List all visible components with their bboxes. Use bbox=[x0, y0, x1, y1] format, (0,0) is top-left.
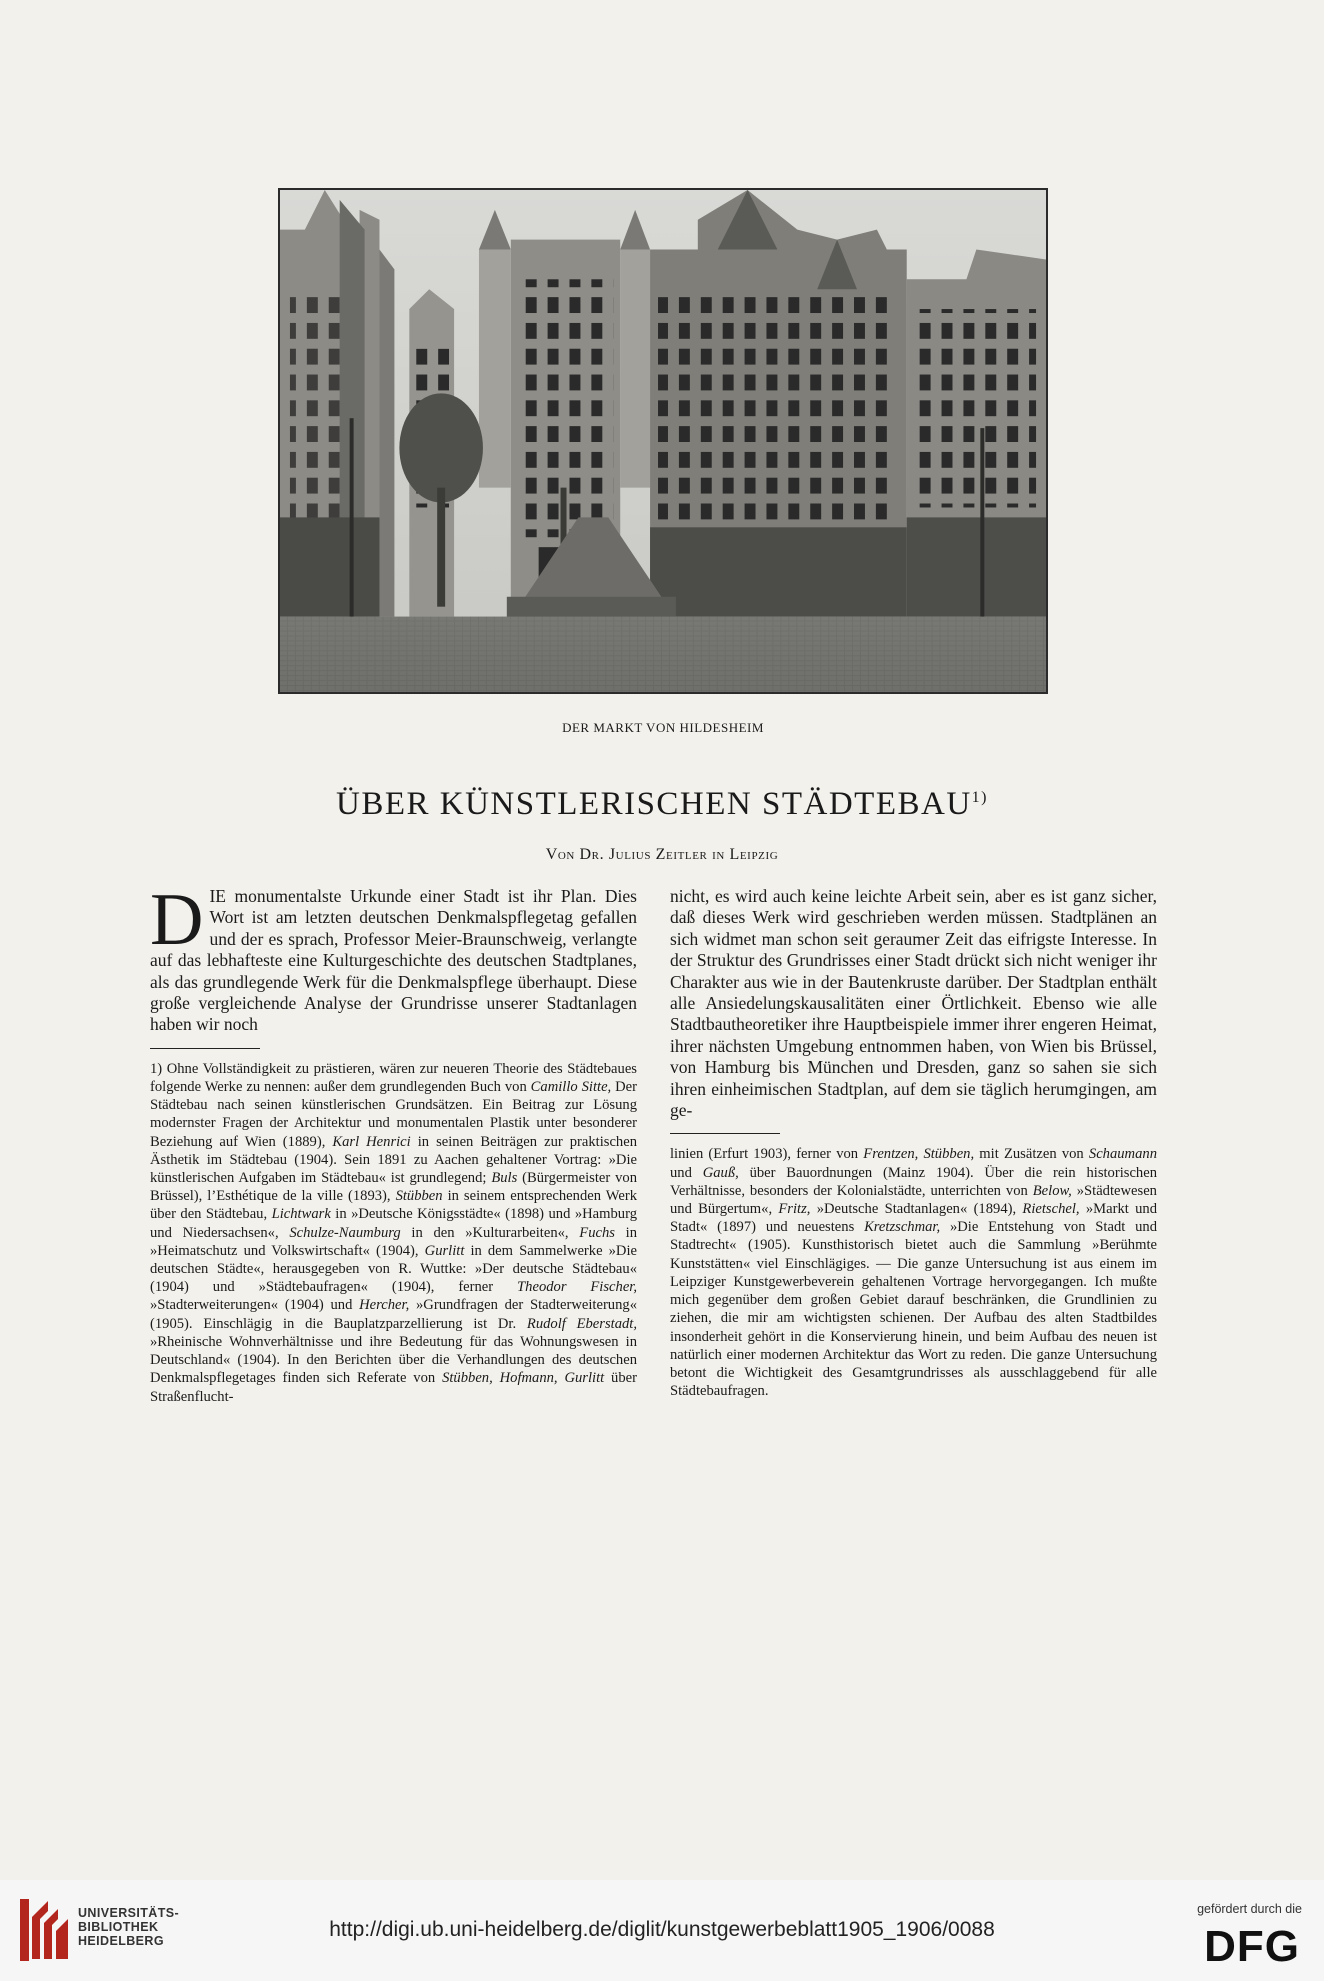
footnote-author-name: Schaumann bbox=[1088, 1146, 1157, 1163]
footnote-text: »Deutsche Stadtanlagen« (1894), bbox=[810, 1201, 1023, 1218]
footnote-text: über Straßenflucht- bbox=[150, 1370, 637, 1405]
footnote-text: in »Heimatschutz und Volkswirtschaft« (1904), bbox=[150, 1224, 638, 1259]
footnote-text: 1) Ohne Vollständigkeit zu prästieren, wären zur neueren Theorie des Städtebaues folgende Werke zu nennen: außer dem grundlegenden Buch von bbox=[150, 1060, 637, 1096]
footnote-rule bbox=[670, 1133, 780, 1134]
footnote-text: »Markt und Stadt« (1897) und neuestens bbox=[670, 1201, 1157, 1236]
footnote-author-name: Gurlitt bbox=[424, 1242, 465, 1259]
footnote-text: in dem Sammelwerke »Die deutschen Städte«, herausgegeben von R. Wuttke: »Der deutsche Städtebau« (1904) und »Städtebaufragen« (1904), ferner bbox=[150, 1242, 638, 1296]
footnote-author-name: Fritz, bbox=[778, 1201, 811, 1218]
footnote-author-name: Rietschel, bbox=[1022, 1201, 1080, 1218]
footnote-author-name: Kretzschmar, bbox=[864, 1219, 941, 1236]
title-text: ÜBER KÜNSTLERISCHEN STÄDTEBAU bbox=[335, 786, 972, 822]
funding-label: gefördert durch die bbox=[1197, 1902, 1302, 1916]
footnote-author-name: Stübben, Hofmann, Gurlitt bbox=[442, 1370, 605, 1387]
footnote-author-name: Fuchs bbox=[579, 1224, 615, 1241]
library-name bbox=[78, 1906, 179, 1948]
library-line-3: HEIDELBERG bbox=[78, 1934, 164, 1948]
footnote-author-name: Theodor Fischer, bbox=[517, 1279, 638, 1296]
hildesheim-market-image bbox=[280, 190, 1046, 692]
footnote-text: »Rheinische Wohnverhältnisse und ihre Bedeutung für das Wohnungswesen in Deutschland« (1904). In den Berichten über die Verhandlungen des deutschen Denkmalspflegetages finden sich Referate von bbox=[150, 1333, 637, 1387]
footnote-text: in seinen Beiträgen zur praktischen Ästhetik im Städtebau (1904). Sein 1891 zu Aachen gehaltener Vortrag: »Die künstlerischen Aufgaben im Städtebau« ist grundlegend; bbox=[150, 1133, 637, 1187]
footnote-right bbox=[670, 1145, 1157, 1400]
footnote-author-name: Schulze-Naumburg bbox=[289, 1224, 401, 1241]
right-column bbox=[670, 886, 1157, 1400]
footnote-rule bbox=[150, 1048, 260, 1049]
footnote-text: in »Deutsche Königsstädte« (1898) und »Hamburg und Niedersachsen«, bbox=[150, 1206, 637, 1241]
footnote-text: in seinem entsprechenden Werk über den Städtebau, bbox=[150, 1188, 637, 1223]
footnote-author-name: Stübben bbox=[395, 1188, 443, 1205]
drop-cap: D bbox=[150, 879, 204, 961]
left-column bbox=[150, 879, 638, 1406]
footnote-text: (Bürgermeister von Brüssel), l’Esthétique de la ville (1893), bbox=[150, 1170, 637, 1205]
body-paragraph-left bbox=[150, 879, 637, 1036]
footnote-text: linien (Erfurt 1903), ferner von bbox=[670, 1146, 864, 1163]
footnote-text: mit Zusätzen von bbox=[974, 1146, 1089, 1163]
footnote-text: »Die Entstehung von Stadt und Stadtrecht« (1905). Kunsthistorisch bietet auch die Sammlung »Berühmte Kunststätten« viel Einschlägiges. — Die ganze Untersuchung ist aus einem im Leipziger Kunstgewerbeverein gehaltenen Vortrage hervorgegangen. Ich mußte mich gegenüber dem großen Gebiet darauf beschränken, die Grundlinien zu ziehen, die mir am wichtigsten schienen. Der Aufbau des alten Stadtbildes insonderheit gehört in die Konservierung hinein, und beim Aufbau des neuen ist natürlich einer modernen Architektur das Wort zu reden. Die ganze Untersuchung betont die Wichtigkeit des Gesamtgrundrisses als ausschlaggebend für alle Städtebaufragen. bbox=[670, 1219, 1157, 1400]
footnote-text: und bbox=[670, 1164, 703, 1181]
footnote-author-name: Frentzen, Stübben, bbox=[863, 1146, 975, 1163]
article-title bbox=[150, 786, 1174, 823]
figure-caption: DER MARKT VON HILDESHEIM bbox=[562, 720, 764, 735]
footnote-author-name: Lichtwark bbox=[271, 1206, 331, 1223]
footnote-text: Der Städtebau nach seinen künstlerischen Grundsätzen. Ein Beitrag zur Lösung modernster Fragen der Architektur und monumentalen Plastik unter besonderer Beziehung auf Wien (1889), bbox=[150, 1079, 637, 1150]
university-library-logo-icon bbox=[18, 1897, 70, 1963]
dfg-logo: DFG bbox=[1204, 1922, 1300, 1971]
footnote-text: über Bauordnungen (Mainz 1904). Über die rein historischen Verhältnisse, besonders der Kolonialstädte, unterrichten von bbox=[670, 1164, 1157, 1199]
footnote-text: in den »Kulturarbeiten«, bbox=[400, 1224, 580, 1241]
footnote-author-name: Hercher, bbox=[359, 1297, 410, 1314]
article-byline: Von Dr. Julius Zeitler in Leipzig bbox=[545, 846, 779, 863]
body-text-left: IE monumentalste Urkunde einer Stadt ist ihr Plan. Dies Wort ist am letzten deutschen Denkmalspflegetag gefallen und der es sprach, Professor Meier-Braunschweig, verlangte auf das lebhafteste eine Kulturgeschichte des deutschen Stadtplanes, als das grundlegende Werk für die Denkmalspflege überhaupt. Diese große vergleichende Analyse der Grundrisse unserer Stadtanlagen haben wir noch bbox=[150, 886, 637, 1035]
footnote-author-name: Camillo Sitte, bbox=[530, 1079, 612, 1096]
footnote-text: »Städtewesen und Bürgertum«, bbox=[670, 1182, 1157, 1218]
footnote-author-name: Karl Henrici bbox=[332, 1133, 411, 1150]
footnote-author-name: Rudolf Eberstadt, bbox=[526, 1315, 637, 1332]
permalink-url[interactable]: http://digi.ub.uni-heidelberg.de/diglit/kunstgewerbeblatt1905_1906/0088 bbox=[329, 1918, 995, 1941]
footnote-author-name: Below, bbox=[1032, 1182, 1072, 1199]
footnote-author-name: Gauß, bbox=[702, 1164, 739, 1181]
footnote-text: »Stadterweiterungen« (1904) und bbox=[150, 1297, 360, 1314]
library-line-2: BIBLIOTHEK bbox=[78, 1920, 159, 1934]
footnote-author-name: Buls bbox=[491, 1170, 518, 1187]
footnote-text: »Grundfragen der Stadterweiterung« (1905). Einschlägig in die Bauplatzparzellierung ist Dr. bbox=[150, 1297, 637, 1332]
title-footnote-marker: 1) bbox=[971, 789, 988, 806]
library-line-1: UNIVERSITÄTS- bbox=[78, 1906, 180, 1920]
footnote-left bbox=[150, 1060, 637, 1406]
market-photograph bbox=[278, 188, 1048, 694]
body-paragraph-right: nicht, es wird auch keine leichte Arbeit sein, aber es ist ganz sicher, daß dieses Werk wird geschrieben werden müssen. Stadtplänen an sich widmet man schon seit geraumer Zeit das eifrigste Interesse. In der Struktur des Grundrisses einer Stadt drückt sich nicht weniger ihr Charakter aus wie in der Bautenkruste darüber. Der Stadtplan enthält alle Ansiedelungskausalitäten einer Örtlichkeit. Ebenso wie alle Stadtbautheoretiker ihre Hauptbeispiele immer ihrer engeren Heimat, ihrer nächsten Umgebung entnommen haben, von Wien bis Brüssel, von Hamburg bis München und Dresden, ganz so sahen sie sich ihren einheimischen Stadtplan, auf dem sie täglich herumgingen, am ge- bbox=[670, 886, 1157, 1121]
